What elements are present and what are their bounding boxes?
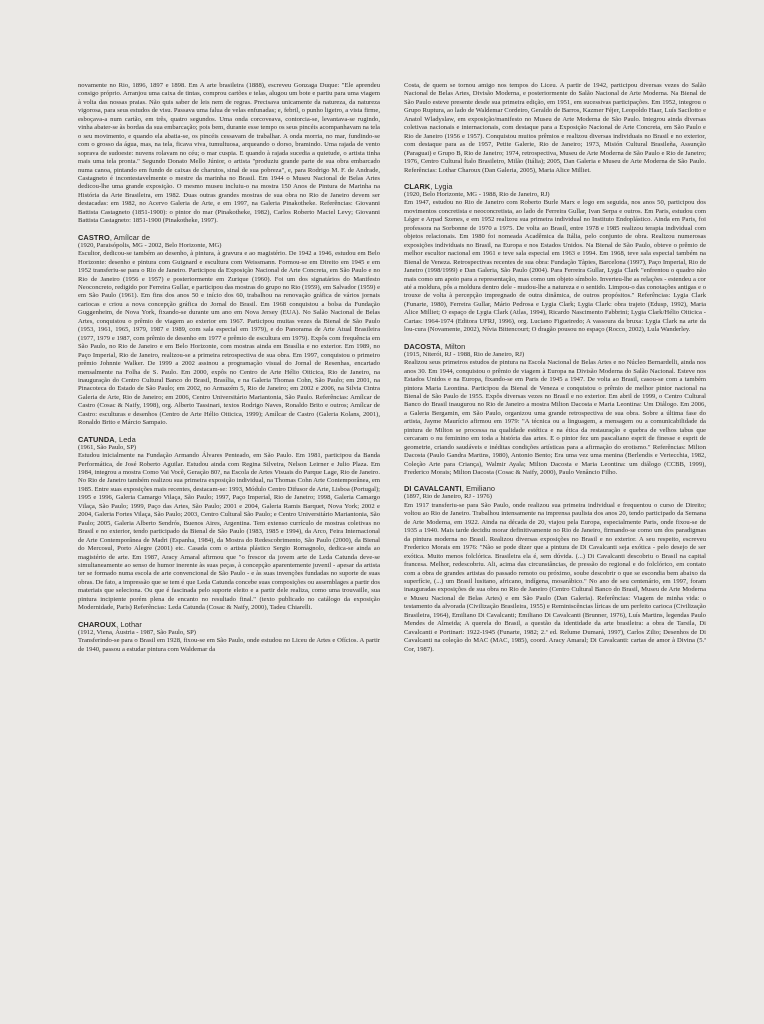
continued-paragraph: Costa, de quem se tornou amigo nos tempos do Liceu. A partir de 1942, participou diversas vezes do Salão Nacional de Belas Artes, Divisão Moderna, e posteriormente do Salão Nacional de Arte Moderna. Na Bienal de São Paulo esteve presente desde sua primeira edição, em 1951, em sucessivas participações. Em 1952, integrou o Grupo Ruptura, ao lado de Waldemar Cordeiro, Geraldo de Barros, Kazmer Féjer, Leopoldo Haar, Luís Sacilotto e Anatol Wladyslaw, em exposição/manifesto no Museu de Arte Moderna de São Paulo. Integrou ainda diversas coletivas nacionais e internacionais, com destaque para a Exposição Nacional de Arte Concreta, em São Paulo e Rio de Janeiro (1956 e 1957). Conquistou muitos prêmios e realizou diversas individuais no Brasil e no exterior, com destaque para as de 1957, Petite Galerie, Rio de Janeiro; 1973, Misión Cultural Brasileña, Assunção (Paraguai) e Grupo B, Rio de Janeiro; 1974, retrospectiva, Museu de Arte Moderna de São Paulo e Rio de Janeiro; 1976, Centro Cultural Ítalo Brasileiro, Milão (Itália); 2005, Dan Galeria e Museu de Arte Moderna de São Paulo. Referências: Lothar Charoux (Dan Galeria, 2005), Maria Alice Milliet. (404, 82, 706, 174)
artist-name (78, 233, 380, 242)
artist-given-name: , Emiliano (461, 484, 496, 494)
artist-entry-dacosta (404, 342, 706, 478)
artist-surname: DACOSTA (404, 341, 441, 351)
artist-dates: (1920, Paraisópolis, MG - 2002, Belo Horizonte, MG) (78, 241, 222, 249)
artist-surname: DI CAVALCANTI (404, 484, 462, 494)
artist-entry-castro (78, 233, 380, 428)
artist-biography: Realizou seus primeiros estudos de pintura na Escola Nacional de Belas Artes e no Núcleo Bernardelli, ainda nos anos 30. Em 1944, conquistou o prêmio de viagem à Europa na Divisão Moderna do Salão Nacional. Esteve nos Estados Unidos e na Europa, fixando-se em Paris de 1945 a 1947. De volta ao Brasil, casou-se com a também pintora Maria Leontina. Participou da Bienal de Veneza e conquistou o prêmio de melhor pintor nacional na Bienal de São Paulo de 1955. Expôs diversas vezes no Brasil e no exterior. Em abril de 1999, o Centro Cultural Banco do Brasil inaugurou no Rio de Janeiro a mostra Milton Dacosta e Maria Leontina: Um Diálogo. Em 2006, a Galeria Bergamin, em São Paulo, organizou uma grande retrospectiva de sua obra. Sobre a última fase do artista, Jayme Maurício afirmou em 1979: "A técnica ou a linguagem, a mensagem ou a comunicabilidade da pintura de Milton se processa na qualidade estética e na ética da restauração e quebra de velhos tabus que cercaram o nu feminino em toda a história das artes. E o pintor fez um pascaliano esprit de finesse e esprit de geometrie, criando saudáveis e inéditas condições artísticas para a afirmação do erotismo." Referências: Milton Dacosta (Paulo Gandra Martins, 1980), Antonio Bento; Era uma vez uma menina (Berlendis e Vertecchia, 1982, Coleção Arte para Criança), Walmir Ayala; Milton Dacosta e Maria Leontina: um diálogo (CCBB, 1999), Frederico Morais; Milton Dacosta (Cosac & Naify, 2000), Paulo Venâncio Filho. (404, 359, 706, 477)
two-column-layout (78, 82, 727, 661)
artist-entry-catunda (78, 435, 380, 613)
artist-surname: CASTRO (78, 232, 110, 242)
artist-name (404, 182, 706, 191)
artist-surname: CATUNDA (78, 434, 115, 444)
artist-entry-clark (404, 182, 706, 335)
left-column (78, 82, 380, 661)
artist-biography: Transferindo-se para o Brasil em 1928, fixou-se em São Paulo, onde estudou no Liceu de Artes e Ofícios. A partir de 1940, passou a estudar pintura com Waldemar da (78, 637, 380, 653)
right-column (404, 82, 706, 661)
artist-given-name: , Lothar (116, 619, 142, 629)
artist-entry-di-cavalcanti (404, 484, 706, 654)
artist-given-name: , Milton (440, 341, 466, 351)
artist-name (404, 342, 706, 351)
artist-name (78, 620, 380, 629)
artist-name (78, 435, 380, 444)
artist-surname: CHAROUX (78, 619, 117, 629)
artist-biography: Estudou inicialmente na Fundação Armando Álvares Penteado, em São Paulo. Em 1981, participou da Banda Performática, de José Roberto Aguilar. Estudou ainda com Regina Silveira, Nelson Leirner e Julio Plaza. Em 1984, integrou a mostra Como Vai Você, Geração 80?, na Escola de Artes Visuais do Parque Lage, Rio de Janeiro. No Rio de Janeiro também realizou sua primeira exposição individual, na Thomas Cohn Arte Contemporânea, em 1985. Entre suas exposições mais recentes, destacam-se: 1993, Módulo Centro Difusor de Arte, Lisboa (Portugal); 1995 e 1996, Galeria Camargo Vilaça, São Paulo; 1997, Paço Imperial, Rio de Janeiro; 1998, Galeria Camargo Vilaça, São Paulo; 1999, Paço das Artes, São Paulo; 2001 e 2004, Galeria Ramis Barquet, Nova York; 2002 e 2004, Galeria Fortes Vilaça, São Paulo; 2003, Centro Cultural São Paulo; e Centro Universitário Mariantonia, São Paulo; 2005, Galeria Alberto Sendrós, Buenos Aires, Argentina. Tem extenso currículo de mostras coletivas no Brasil e no exterior, tendo participado da Bienal de São Paulo (1983, 1985 e 1994), da Arco, Feira Internacional de Arte Contemporânea de Madri (Espanha, 1984), da Mostra do Redescobrimento, São Paulo (2000), da Bienal do Mercosul, Porto Alegre (2001) etc. Casada com o artista plástico Sergio Romagnolo, dedica-se ainda ao magistério de arte. Em 1987, Aracy Amaral afirmou que "o frescor da jovem arte de Leda Catunda deve-se simultaneamente ao senso de humor inerente às suas peças, à concepção aparentemente juvenil - apesar da artista ter se formado numa escola de arte convencional de São Paulo - e às suas invenções fundadas no suporte de suas obras. De fato, a impressão que se tem é que Leda Catunda concebe suas composições ou assemblages a partir dos materiais que seleciona. Ou que é fascinada pelo suporte eleito e a partir dele realiza, como uma trouvaille, sua pintura incipiente porém plena de encanto no resultado final." (texto publicado no catálogo da exposição Modernidade, Paris) Referências: Leda Catunda (Cosac & Naify, 2000), Tadeu Chiarelli. (78, 452, 380, 612)
artist-dates: (1915, Niterói, RJ - 1988, Rio de Janeiro, RJ) (404, 350, 525, 358)
artist-dates: (1897, Rio de Janeiro, RJ - 1976) (404, 493, 492, 501)
artist-entry-charoux (78, 620, 380, 654)
artist-biography: Em 1947, estudou no Rio de Janeiro com Roberto Burle Marx e logo em seguida, nos anos 50, participou dos movimentos concretista e neoconcretista, ao lado de Ferreira Gullar, Ivan Serpa e outros. Em Paris, estudou com Léger e Arpad Szenes, e em 1952 realizou sua primeira individual no Instituto Endoplástico. Ainda em Paris, foi professora na Sorbonne de 1970 a 1975. De volta ao Brasil, entre 1978 e 1985 realizou terapia individual com objetos relacionais. Em 1980 foi nomeada Acadêmica da Itália, pelo conjunto de obra. Realizou numerosas exposições individuais no Brasil, na Europa e nos Estados Unidos. Na Bienal de São Paulo, obteve o prêmio de melhor escultor nacional em 1961 e teve sala especial em 1963 e 1994. Em 1968, teve sala especial também na Bienal de Veneza. Retrospectivas recentes de sua obra: Fundação Tàpies, Barcelona (1997), Paço Imperial, Rio de Janeiro (1998/1999) e Dan Galeria, São Paulo (2004). Para Ferreira Gullar, Lygia Clark "enfrentou o quadro não mais como um apoio para a representação, mas como um objeto símbolo. Inverteu-lhe as relações - estendeu a cor até a moldura, pôs a moldura dentro dele - mudou-lhe a natureza e o sentido. Limpou-o das conotações antigas e o trouxe de volta à percepção impregnado de outra dinâmica, de outros propósitos." Referências: Lygia Clark (Funarte, 1980), Ferreira Gullar, Mário Pedrosa e Lygia Clark; Lygia Clark: obra trajeto (Edusp, 1992), Maria Alice Milliet; O espaço de Lygia Clark (Atlas, 1994), Ricardo Nascimento Fabbrini; Lygia Clark/Hélio Oiticica - Cartas: 1964-1974 (Editora UFRJ, 1996), org. Luciano Figueiredo; A vassoura da bruxa: Lygia Clark na arte da lou-cura (Novamente, 2002), Nívia Bittencourt; O dragão pousou no espaço (Rocco, 2002), Lula Wanderley. (404, 199, 706, 334)
continued-paragraph: novamente no Rio, 1896, 1897 e 1898. Em A arte brasileira (1888), escreveu Gonzaga Duque: "Ele aprendeu consigo próprio. Arranjou uma caixa de tintas, comprou cartões e telas, alugou um bote e partiu para uma viagem à volta das nossas praias. Não quis saber de leis nem de regras. Precisava unicamente da natureza, da natureza vigorosa, para seus estudos de visu. Passava uma falua de velas enfunadas; e, febril, o punho ligeiro, a vista firme, esboçava-a num cartão, em três, quatro segundos. Uma onda corcoveava, contorcia-se, levantava-se rugindo, vinha abater-se às bordas da sua embarcação; pois bem, durante esse tempo os seus pincéis acompanhavam na tela o seu movimento, e quando ela abatia-se, os pincéis cessavam de trabalhar. A onda morria, no mar, fundindo-se com o grosso da água, mas, na tela, ficava viva, tumultuosa, arqueando o dorso, bramindo. Uma rajada de vento soprava de sudoeste: nuvens rolavam no céu; o mar cuspia. E quando à rajada sucedia a quietude, o artista tinha mais uma tela pronta." Segundo Donato Mello Júnior, o artista "produziu grande parte de sua obra embarcado numa canoa, pintando em fundo de caixas de charutos, sinal de sua pobreza", e, para Rodrigo M. F. de Andrade, Castagneto é incontestavelmente o mestre da marinha no Brasil. Em 1944 o Museu Nacional de Belas Artes dedicou-lhe uma grande exposição. O mesmo museu incluiu-o na mostra 150 Anos de Pintura de Marinha na História da Arte Brasileira, em 1982. Duas outras grandes mostras de sua obra no Rio de Janeiro devem ser destacadas: em 1982, no Acervo Galeria de Arte, e em 1997, na Galeria Pinakotheke. Referências: Giovanni Battista Castagneto (1851-1900): o pintor do mar (Pinakotheke, 1982), Carlos Roberto Maciel Levy; Giovanni Battista Castagneto: 1851-1900 (Pinakotheke, 1997). (78, 82, 380, 225)
artist-dates: (1912, Viena, Áustria - 1987, São Paulo, SP) (78, 628, 196, 636)
artist-name (404, 484, 706, 493)
artist-dates: (1920, Belo Horizonte, MG - 1988, Rio de Janeiro, RJ) (404, 190, 550, 198)
artist-surname: CLARK (404, 181, 431, 191)
artist-biography: Escultor, dedicou-se também ao desenho, à pintura, à gravura e ao magistério. De 1942 a 1946, estudou em Belo Horizonte: desenho e pintura com Guignard e escultura com Weissmann. Formou-se em Direito em 1945 e em 1952 transferiu-se para o Rio de Janeiro. Participou da Exposição Nacional de Arte Concreta, em São Paulo e no Rio de Janeiro (1956 e 1957) e posteriormente em Zurique (1960). Foi um dos signatários do Manifesto Neoconcreto, redigido por Ferreira Gullar, e participou das mostras do grupo no Rio (1959), em Salvador (1959) e em São Paulo (1961). Em fins dos anos 50 e início dos 60, trabalhou na renovação gráfica de vários jornais cariocas e criou a nova concepção gráfica do Jornal do Brasil. Em 1968 conquistou a bolsa da Fundação Guggenheim, de Nova York, fixando-se durante um ano em Nova Jersey (EUA). No Salão Nacional de Belas Artes, conquistou o prêmio de viagem ao exterior em 1967. Participou muitas vezes da Bienal de São Paulo (1953, 1961, 1965, 1979, 1987 e 1989, com sala especial em 1979), e do Panorama de Arte Atual Brasileira (1977, 1979 e 1987, com prêmio de desenho em 1977 e prêmio de escultura em 1979). Expôs com frequência em São Paulo, no Rio de Janeiro e em Belo Horizonte, com mostras ainda em Brasília e no exterior. Em 1989, no Paço Imperial, Rio de Janeiro, realizou-se a primeira retrospectiva de sua obra. Em 1997, conquistou o primeiro prêmio Johnnie Walker. De 1999 a 2002 assinou a programação visual do Jornal de Resenhas, encartado mensalmente na Folha de S. Paulo. Em 2000, expôs no Centro de Arte Hélio Oiticica, Rio de Janeiro, na inauguração do Centro Cultural Banco do Brasil, Brasília, e na Galeria Thomas Cohn, São Paulo; em 2001, na Pinacoteca do Estado de São Paulo; em 2002, no Armazém 5, Rio de Janeiro; em 2002 e 2006, na Silvia Cintra Galeria de Arte, Rio de Janeiro; em 2006, Centro Universitário Mariantonia, São Paulo. Referências: Amílcar de Castro (Cosac & Naify, 1998), org. Alberto Tassinari, textos Rodrigo Naves, Ronaldo Brito e outros; Amílcar de Castro: esculturas e desenhos (Centro de Arte Hélio Oiticica, 1999); Amílcar de Castro (Galeria Kolans, 2001), Ronaldo Brito e Márcio Sampaio. (78, 250, 380, 427)
artist-dates: (1961, São Paulo, SP) (78, 443, 137, 451)
artist-given-name: , Lygia (430, 181, 453, 191)
artist-biography: Em 1917 transferiu-se para São Paulo, onde realizou sua primeira individual e frequentou o curso de Direito; voltou ao Rio de Janeiro. Trabalhou intensamente na imprensa paulista dos anos 20, tendo participado da Semana de Arte Moderna, em 1922. Ainda na década de 20, viajou pela Europa, especialmente Paris, onde fixou-se de 1935 a 1940. Mais tarde decidiu morar definitivamente no Rio de Janeiro, firmando-se como um dos paradigmas da pintura moderna no Brasil. Realizou diversas exposições no Brasil e no exterior. A seu respeito, escreveu Frederico Morais em 1976: "Não se pode dizer que a pintura de Di Cavalcanti seja exótica - pelo desejo de ser exótica. Muito menos folclórica. Brasileira ela é, sem dúvida. (...) Di Cavalcanti descobriu o Brasil na capital francesa. Melhor, redescobriu. Ali, acima das circunstâncias, de pressão do regional e do folclórico, em contato com a obra de grandes artistas do passado remoto ou próximo, soube descobrir o que se escondia bem abaixo da superfície, (...) um Brasil lusitano, africano, indígena, mosarábico." No ano de seu centenário, em 1997, foram inauguradas exposições de sua obra no Rio de Janeiro (Centro Cultural Banco do Brasil, Museu de Arte Moderna e Museu Nacional de Belas Artes) e em São Paulo (Dan Galeria). Referências: Viagem de minha vida: o testamento da alvorada (Civilização Brasileira, 1955) e Reminiscências líricas de um perfeito carioca (Civilização Brasileira, 1964), Emiliano Di Cavalcanti; Emiliano Di Cavalcanti (Brunner, 1976), Luís Martins, legendas Paulo Mendes de Almeida; A querela do Brasil, a questão da identidade da arte brasileira: a obra de Tarsila, Di Cavalcanti e Portinari: 1922-1945 (Funarte, 1982; 2.ª ed. Relume Dumará, 1997), Carlos Zilio; Desenhos de Di Cavalcanti na coleção do MAC (MAC, 1985), coord. Aracy Amaral; Di Cavalcanti: cartas de amor à Divina (5.ª Cor, 1987). (404, 501, 706, 653)
artist-given-name: , Amílcar de (109, 232, 151, 242)
artist-given-name: , Leda (114, 434, 136, 444)
